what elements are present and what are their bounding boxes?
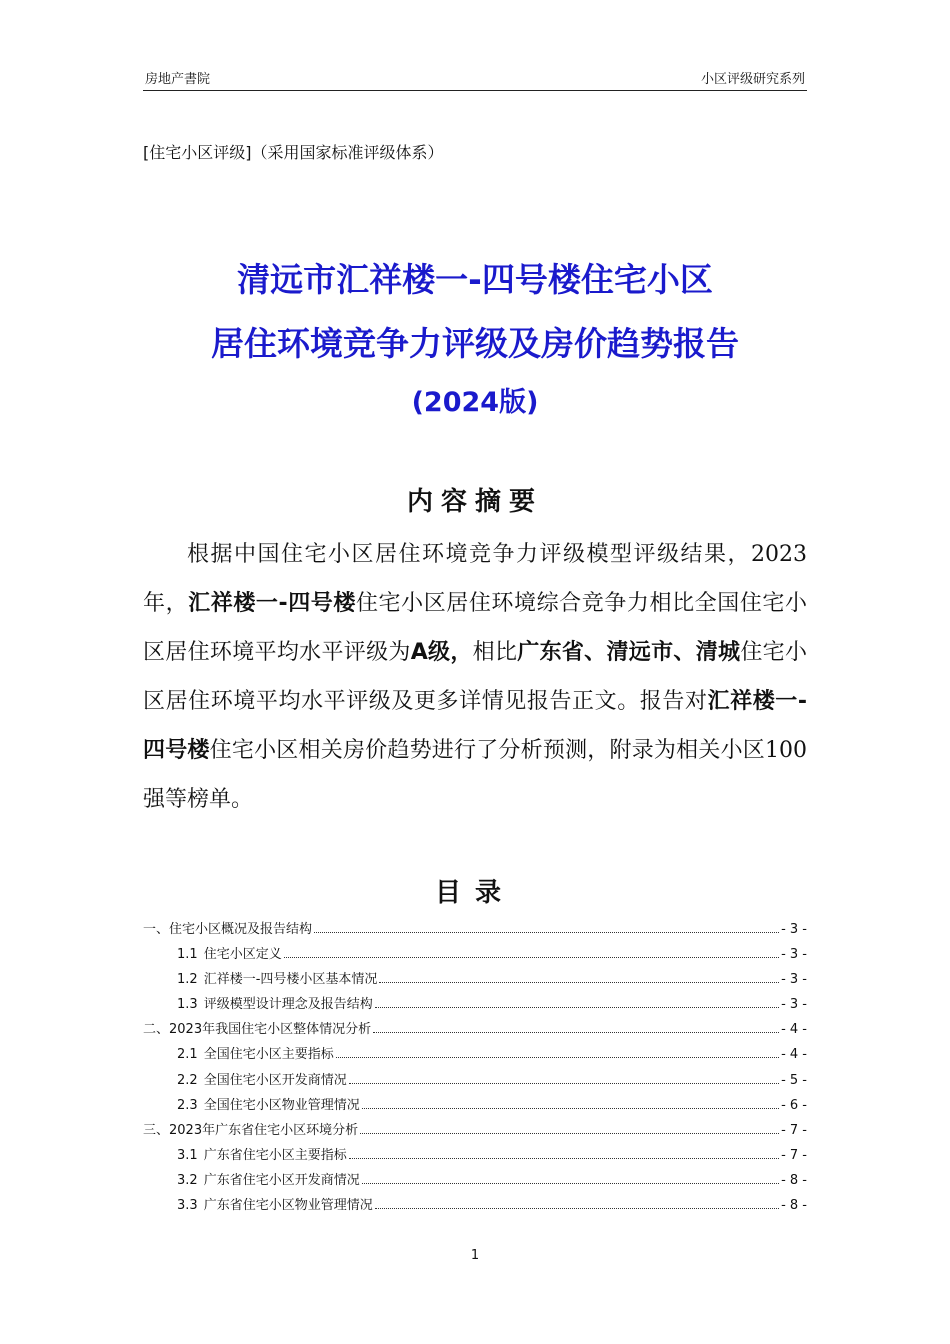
toc-entry-number: 2.1 — [177, 1047, 198, 1063]
toc-entry[interactable] — [143, 1043, 807, 1068]
toc-entry-number: 2.3 — [177, 1097, 198, 1113]
toc-entry-text: 全国住宅小区开发商情况 — [203, 1072, 347, 1088]
toc-entry-number: 3.3 — [177, 1198, 198, 1214]
toc-entry-page: - 5 - — [781, 1072, 807, 1088]
page-number: 1 — [470, 1248, 480, 1263]
toc-entry-text: 一、住宅小区概况及报告结构 — [143, 922, 313, 937]
toc-entry-label — [177, 1144, 347, 1163]
header-right: 小区评级研究系列 — [700, 72, 805, 87]
report-title-line1: 清远市汇祥楼一-四号楼住宅小区 — [237, 260, 713, 299]
abstract-text: 住宅小区居住环境综合竞争力相比全国住宅小区居住环境平均水平评级为 — [143, 591, 807, 665]
toc-entry-number: 1.2 — [177, 972, 198, 988]
toc-entry-page: - 3 - — [781, 922, 807, 937]
toc-leader-dots — [336, 1057, 779, 1058]
toc-entry-label — [177, 1094, 360, 1113]
toc-entry[interactable] — [143, 1194, 807, 1219]
toc-leader-dots — [314, 932, 779, 933]
toc-leader-dots — [375, 1208, 779, 1209]
toc-entry[interactable] — [143, 993, 807, 1018]
toc-entry[interactable] — [143, 1094, 807, 1119]
toc-entry-number: 1.3 — [177, 997, 198, 1013]
toc-entry-label — [177, 1069, 347, 1088]
report-title-line2: 居住环境竞争力评级及房价趋势报告 — [211, 324, 739, 363]
abstract-text: 根据中国住宅小区居住环境竞争力评级模型评级结果，2023年， — [143, 542, 807, 616]
toc-entry-page: - 4 - — [781, 1022, 807, 1038]
toc-entry[interactable] — [143, 943, 807, 968]
toc-leader-dots — [360, 1133, 779, 1134]
toc-leader-dots — [379, 982, 779, 983]
toc-entry-page: - 7 - — [781, 1122, 807, 1138]
toc-entry-page: - 6 - — [781, 1097, 807, 1113]
toc-leader-dots — [362, 1183, 779, 1184]
toc-entry[interactable] — [143, 918, 807, 943]
toc-entry-page: - 7 - — [781, 1147, 807, 1163]
toc-entry[interactable] — [143, 1169, 807, 1194]
toc-entry-text: 住宅小区定义 — [203, 947, 282, 963]
toc-entry-text: 二、2023年我国住宅小区整体情况分析 — [143, 1022, 372, 1038]
header-left: 房地产書院 — [145, 72, 211, 87]
table-of-contents — [143, 918, 807, 1219]
toc-entry-text: 全国住宅小区物业管理情况 — [203, 1097, 360, 1113]
toc-entry[interactable] — [143, 968, 807, 993]
toc-entry-text: 广东省住宅小区开发商情况 — [203, 1172, 360, 1188]
abstract-bold: 汇祥楼一-四号楼 — [143, 689, 807, 763]
toc-leader-dots — [349, 1083, 779, 1084]
toc-entry-page: - 8 - — [781, 1198, 807, 1214]
abstract-bold: 汇祥楼一-四号楼 — [188, 591, 356, 616]
toc-entry-label — [143, 1119, 358, 1138]
toc-entry[interactable] — [143, 1069, 807, 1094]
toc-leader-dots — [375, 1007, 779, 1008]
abstract-text: 住宅小区相关房价趋势进行了分析预测，附录为相关小区100强等榜单。 — [143, 738, 807, 812]
toc-heading: 目录 — [434, 878, 515, 908]
toc-entry-text: 汇祥楼一-四号楼小区基本情况 — [203, 972, 378, 988]
toc-entry-text: 评级模型设计理念及报告结构 — [203, 997, 373, 1013]
toc-entry-page: - 3 - — [781, 997, 807, 1013]
toc-entry[interactable] — [143, 1144, 807, 1169]
toc-entry-label — [143, 918, 312, 937]
abstract-bold: 广东省、清远市、清城 — [517, 640, 741, 665]
toc-entry-number: 3.1 — [177, 1147, 198, 1163]
toc-leader-dots — [284, 957, 779, 958]
report-edition: (2024版) — [411, 387, 539, 418]
toc-entry-text: 全国住宅小区主要指标 — [203, 1047, 334, 1063]
abstract-text: 住宅小区居住环境平均水平评级及更多详情见报告正文。报告对 — [143, 640, 807, 714]
toc-entry-text: 广东省住宅小区物业管理情况 — [203, 1198, 373, 1214]
toc-entry-label — [143, 1018, 371, 1037]
toc-leader-dots — [349, 1158, 779, 1159]
toc-entry-page: - 3 - — [781, 972, 807, 988]
toc-leader-dots — [362, 1108, 779, 1109]
toc-entry[interactable] — [143, 1119, 807, 1144]
toc-entry-label — [177, 943, 282, 962]
toc-entry-page: - 8 - — [781, 1172, 807, 1188]
abstract-heading: 内容摘要 — [406, 487, 543, 517]
toc-entry-number: 2.2 — [177, 1072, 198, 1088]
toc-entry-page: - 4 - — [781, 1047, 807, 1063]
abstract-text: 相比 — [472, 640, 518, 665]
abstract-bold: A级， — [410, 640, 473, 665]
toc-entry-number: 3.2 — [177, 1172, 198, 1188]
toc-entry-label — [177, 1194, 373, 1213]
toc-entry-label — [177, 1169, 360, 1188]
toc-entry-page: - 3 - — [781, 947, 807, 963]
toc-entry-text: 三、2023年广东省住宅小区环境分析 — [143, 1122, 359, 1138]
toc-entry-label — [177, 1043, 334, 1062]
toc-entry-label — [177, 968, 377, 987]
toc-leader-dots — [373, 1032, 779, 1033]
report-category: [住宅小区评级]（采用国家标准评级体系） — [143, 143, 444, 162]
toc-entry-text: 广东省住宅小区主要指标 — [203, 1147, 347, 1163]
toc-entry-label — [177, 993, 373, 1012]
toc-entry-number: 1.1 — [177, 947, 198, 963]
abstract-paragraph — [143, 530, 807, 824]
page-header — [143, 64, 807, 91]
toc-entry[interactable] — [143, 1018, 807, 1043]
